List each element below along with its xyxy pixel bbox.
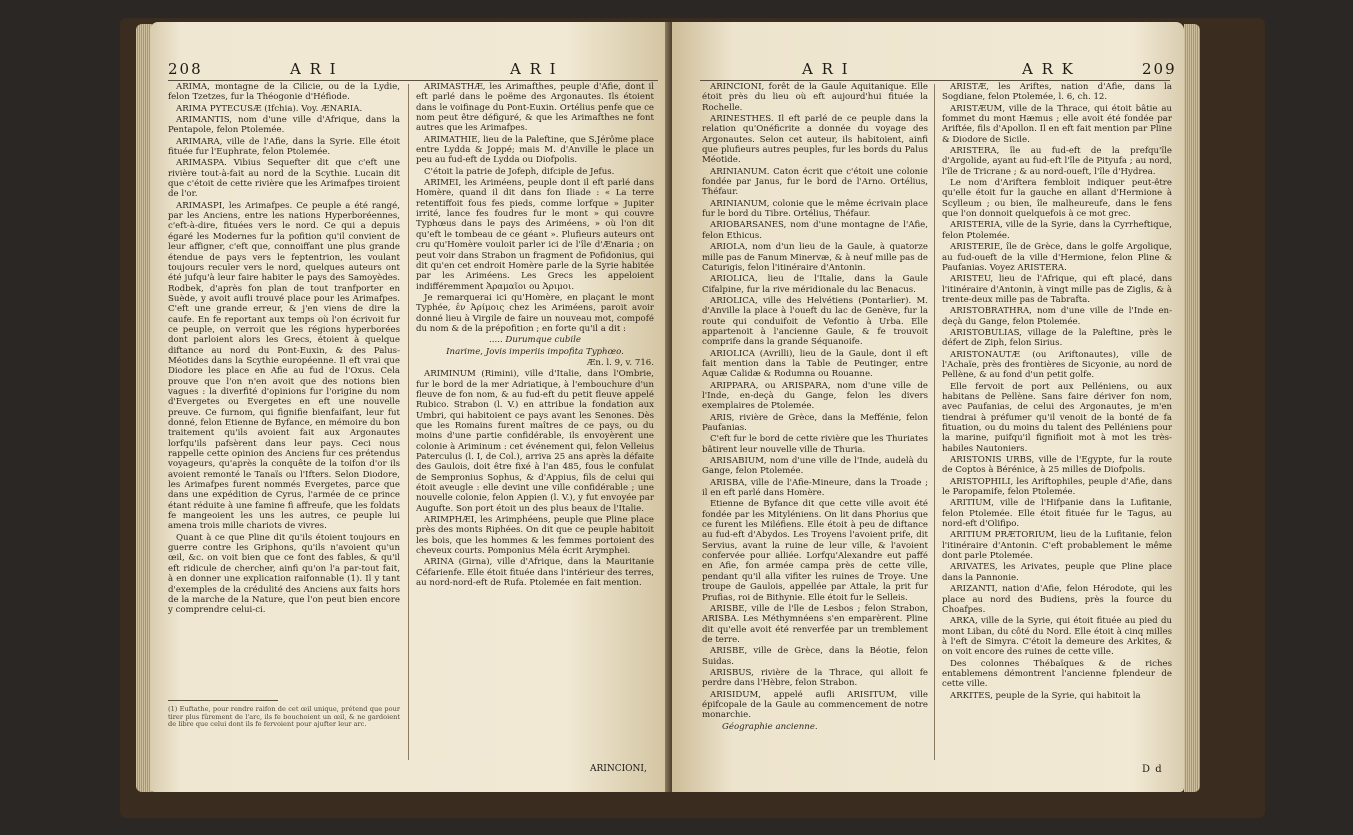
entry: ARIMA PYTECUSÆ (Ifchia). Voy. ÆNARIA. — [176, 103, 363, 114]
entry: ARISABIUM, nom d'une ville de l'Inde, audelà du Gange, felon Ptolemée. — [702, 456, 928, 477]
entry: ARISTERA, île au fud-eft de la prefqu'île d'Argolide, ayant au fud-eft l'île de Pityufa ; au nord, l'île de Tricrane ; & au nord-oueft, l'île d'Hydrea. — [942, 146, 1172, 177]
entry: ARISTÆUM, ville de la Thrace, qui étoit bâtie au fommet du mont Hæmus ; elle avoit été fondée par Ariftée, fils d'Apollon. Il en eft fait mention par Pline & Diodore de Sicile. — [942, 103, 1172, 145]
entry: C'eft fur le bord de cette rivière que les Thuriates bâtirent leur nouvelle ville de Thuria. — [702, 434, 928, 455]
entry: ARISTERIA, ville de la Syrie, dans la Cyrrheftique, felon Ptolemée. — [942, 220, 1172, 241]
entry: ARIMPHÆI, les Arimphéens, peuple que Pline place près des monts Riphées. On dit que ce peuple habitoit les bois, que les hommes & les femmes portoient des cheveux courts. Pomponius Méla écrit Arymphei. — [416, 515, 654, 557]
entry: ARISTÆ, les Ariftes, nation d'Afie, dans la Sogdiane, felon Ptolemée, l. 6, ch. 12. — [942, 82, 1172, 103]
entry: ARIOLA, nom d'un lieu de la Gaule, à quatorze mille pas de Fanum Minervæ, & à neuf mille pas de Caturigis, felon l'itinéraire d'Antonin. — [702, 242, 928, 273]
header-rule — [168, 80, 658, 81]
entry: ARISBE, ville de l'île de Lesbos ; felon Strabon, ARISBA. Les Méthymnéens s'en emparèrent. Pline dit qu'elle avoit été renverfée par un tremblement de terre. — [702, 603, 928, 645]
entry: ARISTOBRATHRA, nom d'une ville de l'Inde en-deçà du Gange, felon Ptolemée. — [942, 306, 1172, 327]
entry: ARIMEI, les Ariméens, peuple dont il eft parlé dans Homère, quand il dit dans fon Iliade : « La terre retentiffoit fous fes pieds, comme lorfque » Jupiter irrité, lance fes foudres fur le mont » qui couvre Typhœus dans le pays des Ariméens, » où l'on dit qu'eft le tombeau de ce géant ». Plufieurs auteurs ont cru qu'Homère vouloit parler ici de l'île d'Ænaria ; on peut voir dans Strabon un fragment de Pofidonius, qui dit qu'en cet endroit Homère parle de la Syrie habitée par les Ariméens. Les Grecs les appeloient indifféremment Ἀραμαῖοι ou Ἀριμοι. — [416, 178, 654, 292]
entry: Elle fervoit de port aux Pelléniens, ou aux habitans de Pellène. Sans faire dériver fon nom, avec Paufanias, de celui des Argonautes, je m'en tiendrai à préfumer qu'il venoit de la bonté de fa fituation, ou du moins du talent des Pelléniens pour la marine, puifqu'il fignifioit mot à mot les très-habiles Nautoniers. — [942, 381, 1172, 454]
footnote: (1) Euftathe, pour rendre raifon de cet œil unique, prétend que pour tirer plus fûrement de l'arc, ils fe bouchoient un œil, & ne gardoient de libre que celui dont ils fe fervoient pour ajufter leur arc. — [168, 705, 400, 729]
entry: Je remarquerai ici qu'Homère, en plaçant le mont Typhée, ἐν Ἀρίμοις chez les Ariméens, paroit avoir donné lieu à Virgile de faire un nouveau mot, compofé du nom & de la prépofition ; en forte qu'il a dit : — [416, 292, 654, 334]
entry: ARISBE, ville de Grèce, dans la Béotie, felon Suidas. — [702, 646, 928, 667]
entry: ARIMINUM (Rimini), ville d'Italie, dans l'Ombrie, fur le bord de la mer Adriatique, à l'embouchure d'un fleuve de fon nom, & au fud-eft du petit fleuve appelé Rubico. Strabon (l. V.) en attribue la fondation aux Umbri, qui habitoient ce pays avant les Senones. Dès que les Romains furent maîtres de ce pays, ou du moins d'une partie confidérable, ils envoyèrent une colonie à Ariminum : cet événement qui, felon Velleius Paterculus (l. I, de Col.), arriva 25 ans après la défaite des Gaulois, doit être fixé à l'an 485, fous le confulat de Sempronius Sophus, & d'Appius, fils de celui qui étoit aveugle : elle devint une ville confidérable ; une nouvelle colonie, felon Appien (l. V.), y fut envoyée par Augufte. Son port étoit un des plus beaux de l'Italie. — [416, 369, 654, 514]
entry: ARITIUM PRÆTORIUM, lieu de la Lufitanie, felon l'itinéraire d'Antonin. C'eft probablement le même dont parle Ptolemée. — [942, 530, 1172, 562]
text-column-1 — [702, 82, 928, 733]
entry: ARISTOBULIAS, village de la Paleftine, près le défert de Ziph, felon Sirius. — [942, 327, 1172, 349]
entry: ARKITES, peuple de la Syrie, qui habitoit la — [950, 690, 1141, 701]
catchword: ARINCIONI, — [590, 764, 647, 774]
text-column-1 — [168, 82, 400, 617]
entry: ARIMASPA. Vibius Sequefter dit que c'eft une rivière tout-à-fait au nord de la Scythie. Lucain dit que c'étoit de cette rivière que les Arimafpes tiroient de l'or. — [168, 158, 400, 200]
column-divider — [408, 84, 409, 760]
entry: ARISTOPHILI, les Ariftophiles, peuple d'Afie, dans le Paropamife, felon Ptolemée. — [942, 476, 1172, 498]
running-head-left: A R I — [290, 60, 338, 78]
entry: ARISTEU, lieu de l'Afrique, qui eft placé, dans l'itinéraire d'Antonin, à vingt mille pas de Ziglis, & à trente-deux mille pas de Tabrafta. — [942, 274, 1172, 305]
footnote-rule — [168, 700, 278, 701]
entry: ARIMASTHÆ, les Arimafthes, peuple d'Afie, dont il eft parlé dans le poëme des Argonautes. Ils étoient dans le voifinage du Pont-Euxin. Ortélius penfe que ce nom peut être défiguré, & que les Arimafthes ne font autres que les Arimafpes. — [416, 82, 654, 134]
entry: ARIOLICA, lieu de l'Italie, dans la Gaule Cifalpine, fur la rive méridionale du lac Benacus. — [702, 274, 928, 295]
entry: ARKA, ville de la Syrie, qui étoit fituée au pied du mont Liban, du côté du Nord. Elle étoit à cinq milles à l'eft de Simyra. C'étoit la demeure des Arkites, & on voit encore des ruines de cette ville. — [942, 616, 1172, 658]
header-rule — [700, 80, 1170, 81]
entry: ARIZANTI, nation d'Afie, felon Hérodote, qui les place au nord des Budiens, près la fource du Choafpes. — [942, 584, 1172, 615]
page-edges-right — [1184, 24, 1200, 792]
verse-line: ..... Durumque cubile — [489, 335, 581, 346]
signature-note: Géographie ancienne. — [722, 721, 818, 732]
entry: ARINESTHES. Il eft parlé de ce peuple dans la relation qu'Onéficrite a donnée du voyage des Argonautes. Selon cet auteur, ils habitoient, ainfi que plufieurs autres peuples, fur les bords du Palus Méotide. — [702, 114, 928, 166]
entry: ARISBA, ville de l'Afie-Mineure, dans la Troade ; il en eft parlé dans Homère. — [702, 477, 928, 499]
entry: ARISTERIE, île de Grèce, dans le golfe Argolique, au fud-oueft de la ville d'Hermione, felon Pline & Paufanias. Voyez ARISTERA. — [942, 242, 1172, 273]
right-page — [672, 22, 1184, 792]
entry: ARIOBARSANES, nom d'une montagne de l'Afie, felon Ethicus. — [702, 220, 928, 241]
column-divider — [934, 84, 935, 760]
entry: ARIMASPI, les Arimafpes. Ce peuple a été rangé, par les Anciens, entre les nations Hyperboréennes, c'eft-à-dire, fituées vers le nord. Ce qui a depuis égaré les Modernes fur la pofition qu'il convient de leur affigner, c'eft que, connoiffant une plus grande étendue de pays vers le feptentrion, les voulant toujours reculer vers le nord, quelques auteurs ont été jufqu'à leur faire habiter le pays des Samoyèdes. Rodbek, d'après fon plan de tout tranfporter en Suède, y avoit aufli trouvé place pour les Arimafpes. C'eft une grande erreur, & j'en viens de dire la caufe. En fe reportant aux temps où l'on écrivoit fur ce peuple, on verroit que les régions hyperborées dont parloient alors les Grecs, étoient à quelque diftance au nord du Pont-Euxin, & des Palus-Méotides dans la Scythie européenne. Il eft vrai que Diodore les place en Afie au fud de l'Oxus. Cela prouve que l'on n'en avoit que des notions bien vagues : la diverfité d'opinions fur l'origine du nom d'Evergetes ou Evergetes en eft une nouvelle preuve. Ce furnom, qui fignifie bienfaifant, leur fut donné, felon Etienne de Byfance, en mémoire du bon traitement qu'ils avoient fait aux Argonautes lorfqu'ils pafsèrent dans leur pays. Ceci nous rappelle cette opinion des Anciens fur ces prétendus voyageurs, qu'après la conquête de la toifon d'or ils avoient remonté le Tanaïs ou l'Ifters. Selon Diodore, les Arimafpes furent nommés Evergetes, parce que dans une expédition de Cyrus, l'armée de ce prince étant réduite à une famine fi affreufe, que les foldats fe mangeoient les uns les autres, ce peuple lui amena trois mille chariots de vivres. — [168, 200, 400, 532]
entry: Quant à ce que Pline dit qu'ils étoient toujours en guerre contre les Griphons, qu'ils n'avoient qu'un œil, &c. on voit bien que ce font des fables, & qu'il eft ridicule de chercher, ainfi qu'on l'a par-tout fait, à en donner une explication raifonnable (1). Il y tant d'exemples de la crédulité des Anciens aux faits hors de la marche de la Nature, que l'on peut bien encore y comprendre celui-ci. — [168, 532, 400, 616]
entry: ARINIANUM, colonie que le même écrivain place fur le bord du Tibre. Ortélius, Théfaur. — [702, 198, 928, 220]
entry: Le nom d'Ariftera fembloit indiquer peut-être qu'elle étoit fur la gauche en allant d'Hermione à Scylleum ; ou bien, île malheureufe, dans le fens que l'on donnoit quelquefois à ce mot grec. — [942, 178, 1172, 220]
entry: Etienne de Byfance dit que cette ville avoit été fondée par les Mityléniens. On lit dans Phorius que ce furent les Miléfiens. Elle étoit à peu de diftance au fud-eft d'Abydos. Les Troyens l'avoient prife, dit Servius, avant la ruine de leur ville, & l'avoient confervée pour alliée. Lorfqu'Alexandre eut paffé en Afie, fon armée campa près de cette ville, pendant qu'il alla vifiter les ruines de Troye. Une troupe de Gaulois, appellée par Attale, la prit fur Prufias, roi de Bithynie. Elle étoit fur le Selleis. — [702, 499, 928, 603]
entry: ARIMANTIS, nom d'une ville d'Afrique, dans la Pentapole, felon Ptolemée. — [168, 115, 400, 136]
entry: ARIMA, montagne de la Cilicie, ou de la Lydie, felon Tzetzes, fur la Théogonie d'Héfiode. — [168, 82, 400, 103]
entry: ARINIANUM. Caton écrit que c'étoit une colonie fondée par Janus, fur le bord de l'Arno. Ortélius, Théfaur. — [702, 166, 928, 198]
entry: ARIMATHIE, lieu de la Paleftine, que S.Jérôme place entre Lydda & Joppé; mais M. d'Anville le place un peu au fud-eft de Lydda ou Diofpolis. — [416, 134, 654, 166]
signature-mark: D d — [1142, 764, 1163, 775]
entry: ARISTONAUTÆ (ou Ariftonautes), ville de l'Achaïe, près des frontières de Sicyonie, au nord de Pellène, & au fond d'un petit golfe. — [942, 349, 1172, 381]
verse-reference: Æn. l. 9, v. 716. — [586, 357, 654, 368]
running-head-right: A R K — [1022, 60, 1075, 78]
left-page — [150, 22, 670, 792]
entry: ARINA (Girna), ville d'Afrique, dans la Mauritanie Céfarienfe. Elle étoit fituée dans l'intérieur des terres, au nord-nord-eft de Rufa. Ptolemée en fait mention. — [416, 557, 654, 589]
entry: Des colonnes Thébaïques & de riches entablemens démontrent l'ancienne fplendeur de cette ville. — [942, 658, 1172, 690]
page-number: 209 — [1142, 60, 1177, 78]
entry: ARIVATES, les Arivates, peuple que Pline place dans la Pannonie. — [942, 562, 1172, 583]
page-number: 208 — [168, 60, 203, 78]
entry: ARISIDUM, appelé aufli ARISITUM, ville épifcopale de la Gaule au commencement de notre monarchie. — [702, 689, 928, 721]
running-head-right: A R I — [510, 60, 558, 78]
verse-line: Inarime, Jovis imperiis impofita Typhœo. — [446, 346, 624, 357]
running-head-left: A R I — [802, 60, 850, 78]
entry: ARISBUS, rivière de la Thrace, qui alloit fe perdre dans l'Hèbre, felon Strabon. — [702, 667, 928, 689]
entry: ARISTONIS URBS, ville de l'Egypte, fur la route de Coptos à Bérénice, à 25 milles de Diofpolis. — [942, 455, 1172, 476]
entry: ARIPPARA, ou ARISPARA, nom d'une ville de l'Inde, en-deçà du Gange, felon les divers exemplaires de Ptolemée. — [702, 380, 928, 412]
entry: ARIOLICA, ville des Helvétiens (Pontarlier). M. d'Anville la place à l'oueft du lac de Genève, fur la route qui conduifoit de Vefontio à Urba. Elle appartenoit à l'ancienne Gaule, & fe trouvoit comprife dans la grande Séquanoife. — [702, 295, 928, 348]
entry: ARIS, rivière de Grèce, dans la Meffénie, felon Paufanias. — [702, 412, 928, 433]
text-column-2 — [942, 82, 1172, 702]
text-column-2 — [416, 82, 654, 590]
entry: ARIMARA, ville de l'Afie, dans la Syrie. Elle étoit fituée fur l'Euphrate, felon Ptolemée. — [168, 136, 400, 158]
entry: ARINCIONI, forêt de la Gaule Aquitanique. Elle étoit près du lieu où eft aujourd'hui fituée la Rochelle. — [702, 82, 928, 113]
entry: C'étoit la patrie de Jofeph, difciple de Jefus. — [424, 166, 615, 177]
entry: ARITIUM, ville de l'Hifpanie dans la Lufitanie, felon Ptolemée. Elle étoit fituée fur le Tagus, au nord-eft d'Olifipo. — [942, 498, 1172, 530]
entry: ARIOLICA (Avrilli), lieu de la Gaule, dont il eft fait mention dans la Table de Peutinger, entre Aquæ Calidæ & Rodumna ou Rouanne. — [702, 348, 928, 380]
